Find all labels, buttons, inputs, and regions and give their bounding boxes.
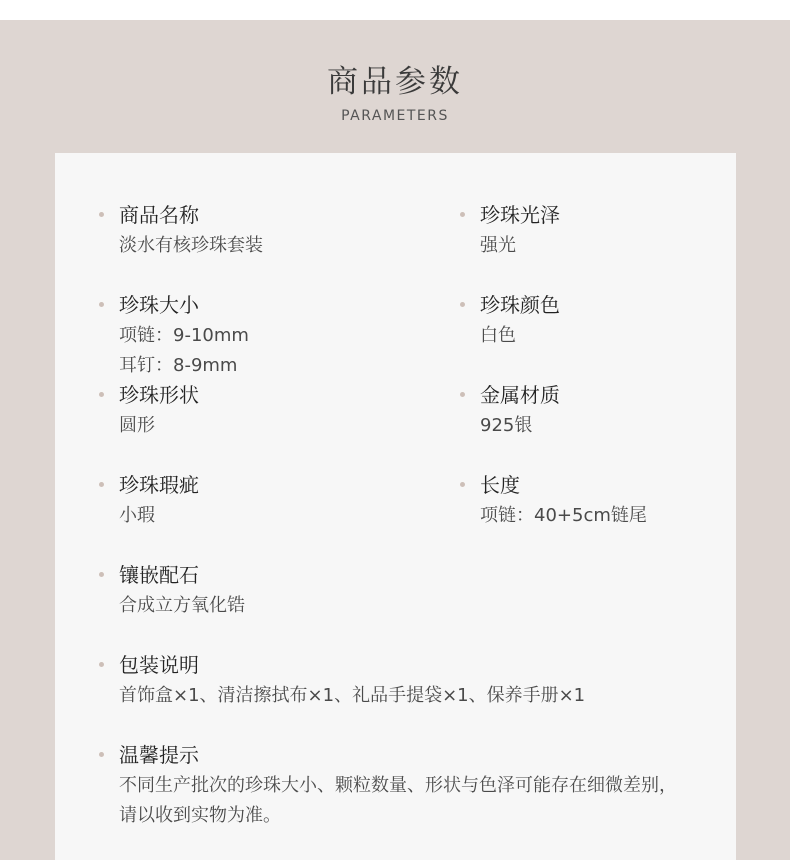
param-product-name [119, 202, 263, 261]
bullet-dot-icon [99, 392, 104, 397]
bullet-dot-icon [460, 392, 465, 397]
param-label: 金属材质 [480, 383, 560, 407]
param-value: 不同生产批次的珍珠大小、颗粒数量、形状与色泽可能存在细微差别，请以收到实物为准。 [119, 775, 677, 826]
param-value: 小瑕 [119, 505, 155, 526]
param-label: 长度 [480, 473, 520, 497]
param-value: 合成立方氧化锆 [119, 595, 245, 616]
bullet-dot-icon [460, 482, 465, 487]
param-value: 925银 [480, 415, 533, 436]
param-pearl-color [480, 292, 560, 351]
param-pearl-flaw [119, 472, 199, 531]
bullet-dot-icon [99, 482, 104, 487]
bullet-dot-icon [99, 662, 104, 667]
param-label: 商品名称 [119, 203, 199, 227]
param-pearl-size [119, 292, 249, 381]
page-title: 商品参数 [327, 64, 463, 100]
param-value: 耳钉：8-9mm [119, 355, 238, 376]
param-value: 淡水有核珍珠套装 [119, 235, 263, 256]
bullet-dot-icon [99, 752, 104, 757]
bullet-dot-icon [460, 212, 465, 217]
param-value: 强光 [480, 235, 516, 256]
param-label: 珍珠瑕疵 [119, 473, 199, 497]
param-metal-material [480, 382, 560, 441]
param-pearl-shape [119, 382, 199, 441]
param-value: 项链：9-10mm [119, 325, 249, 346]
param-label: 珍珠颜色 [480, 293, 560, 317]
param-pearl-luster [480, 202, 560, 261]
bullet-dot-icon [460, 302, 465, 307]
param-label: 珍珠光泽 [480, 203, 560, 227]
param-value: 项链：40+5cm链尾 [480, 505, 647, 526]
bullet-dot-icon [99, 212, 104, 217]
param-label: 温馨提示 [119, 743, 199, 767]
param-value: 首饰盒×1、清洁擦拭布×1、礼品手提袋×1、保养手册×1 [119, 685, 586, 706]
param-tips [119, 742, 679, 831]
param-label: 珍珠形状 [119, 383, 199, 407]
param-value: 白色 [480, 325, 516, 346]
page-subtitle: PARAMETERS [341, 108, 449, 124]
param-package [119, 652, 585, 711]
param-value: 圆形 [119, 415, 155, 436]
param-label: 包装说明 [119, 653, 199, 677]
parameters-card [55, 153, 736, 860]
param-label: 镶嵌配石 [119, 563, 199, 587]
bullet-dot-icon [99, 572, 104, 577]
param-label: 珍珠大小 [119, 293, 199, 317]
bullet-dot-icon [99, 302, 104, 307]
param-length [480, 472, 647, 531]
param-inlay-stone [119, 562, 245, 621]
